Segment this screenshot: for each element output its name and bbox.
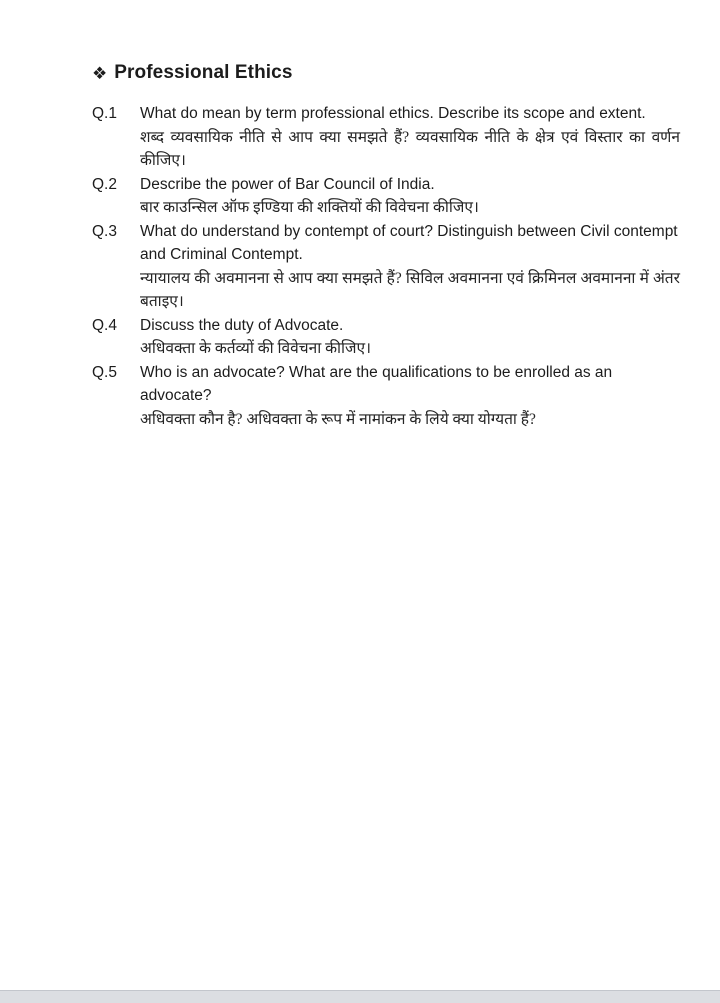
section-header <box>92 62 682 84</box>
question-list <box>92 102 682 431</box>
question-body <box>140 102 680 173</box>
question-body <box>140 173 680 220</box>
question-text-hindi: अधिवक्ता कौन है? अधिवक्ता के रूप में नामांकन के लिये क्या योग्यता हैं? <box>140 410 536 428</box>
question-item <box>92 314 682 361</box>
question-number: Q.3 <box>92 222 117 240</box>
question-number: Q.2 <box>92 175 117 193</box>
question-item <box>92 220 682 314</box>
question-body <box>140 361 680 432</box>
question-body <box>140 314 680 361</box>
question-text-hindi: बार काउन्सिल ऑफ इण्डिया की शक्तियों की विवेचना कीजिए। <box>140 199 479 216</box>
four-diamond-icon: ❖ <box>92 64 108 83</box>
question-item <box>92 361 682 432</box>
question-text-hindi: शब्द व्यवसायिक नीति से आप क्या समझते हैं? व्यवसायिक नीति के क्षेत्र एवं विस्तार का वर्णन कीजिए। <box>140 128 680 169</box>
document-page <box>0 0 720 431</box>
question-item <box>92 173 682 220</box>
question-item <box>92 102 682 173</box>
question-text-english: Who is an advocate? What are the qualifications to be enrolled as an advocate? <box>140 363 613 404</box>
question-text-english: Describe the power of Bar Council of India. <box>140 175 435 193</box>
question-number: Q.5 <box>92 363 117 381</box>
question-number: Q.1 <box>92 105 117 122</box>
question-text-hindi: न्यायालय की अवमानना से आप क्या समझते हैं? सिविल अवमानना एवं क्रिमिनल अवमानना में अंतर बताइए। <box>140 269 680 310</box>
question-text-english: What do understand by contempt of court? Distinguish between Civil contempt and Criminal Contempt. <box>140 222 678 263</box>
section-title: Professional Ethics <box>114 62 293 83</box>
page-bottom-edge <box>0 990 720 1003</box>
question-text-english: Discuss the duty of Advocate. <box>140 316 344 334</box>
question-text-english: What do mean by term professional ethics. Describe its scope and extent. <box>140 105 646 122</box>
question-number: Q.4 <box>92 316 117 334</box>
question-body <box>140 220 680 314</box>
question-text-hindi: अधिवक्ता के कर्तव्यों की विवेचना कीजिए। <box>140 340 371 357</box>
